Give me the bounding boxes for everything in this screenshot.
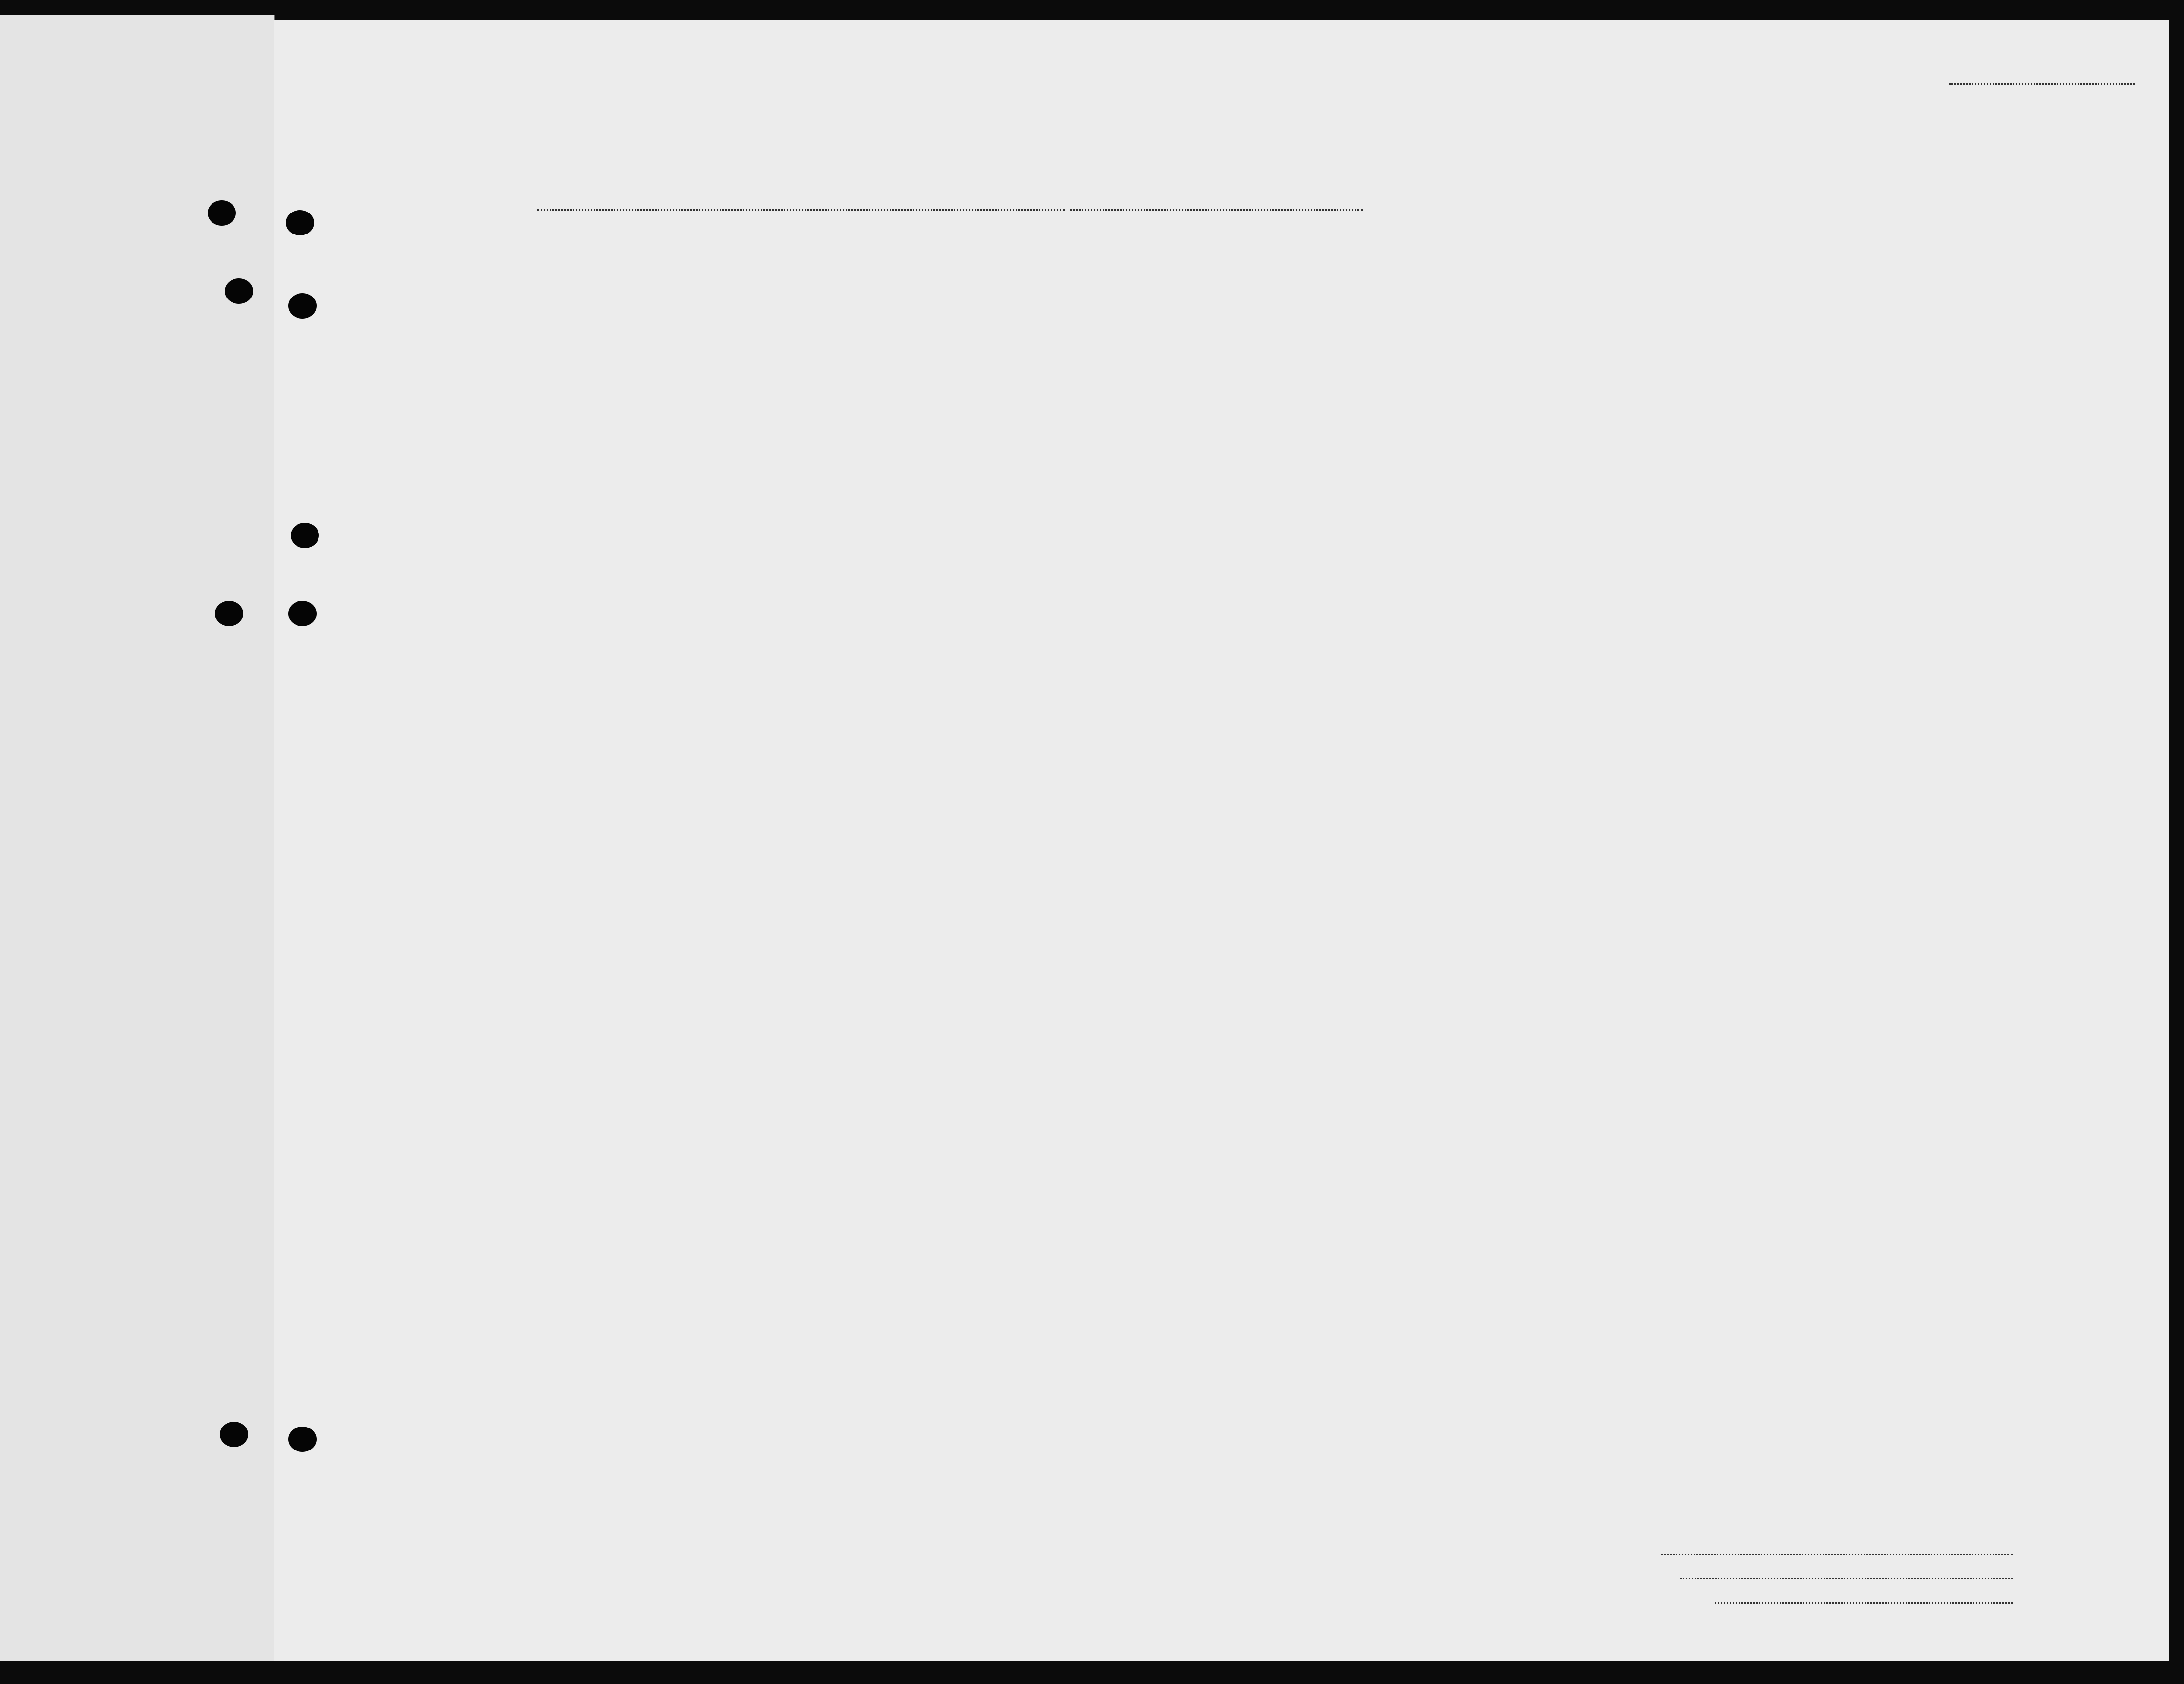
dotted-line bbox=[1715, 1602, 2013, 1604]
dotted-line bbox=[1661, 1554, 2013, 1555]
dotted-line bbox=[1680, 1578, 2013, 1579]
